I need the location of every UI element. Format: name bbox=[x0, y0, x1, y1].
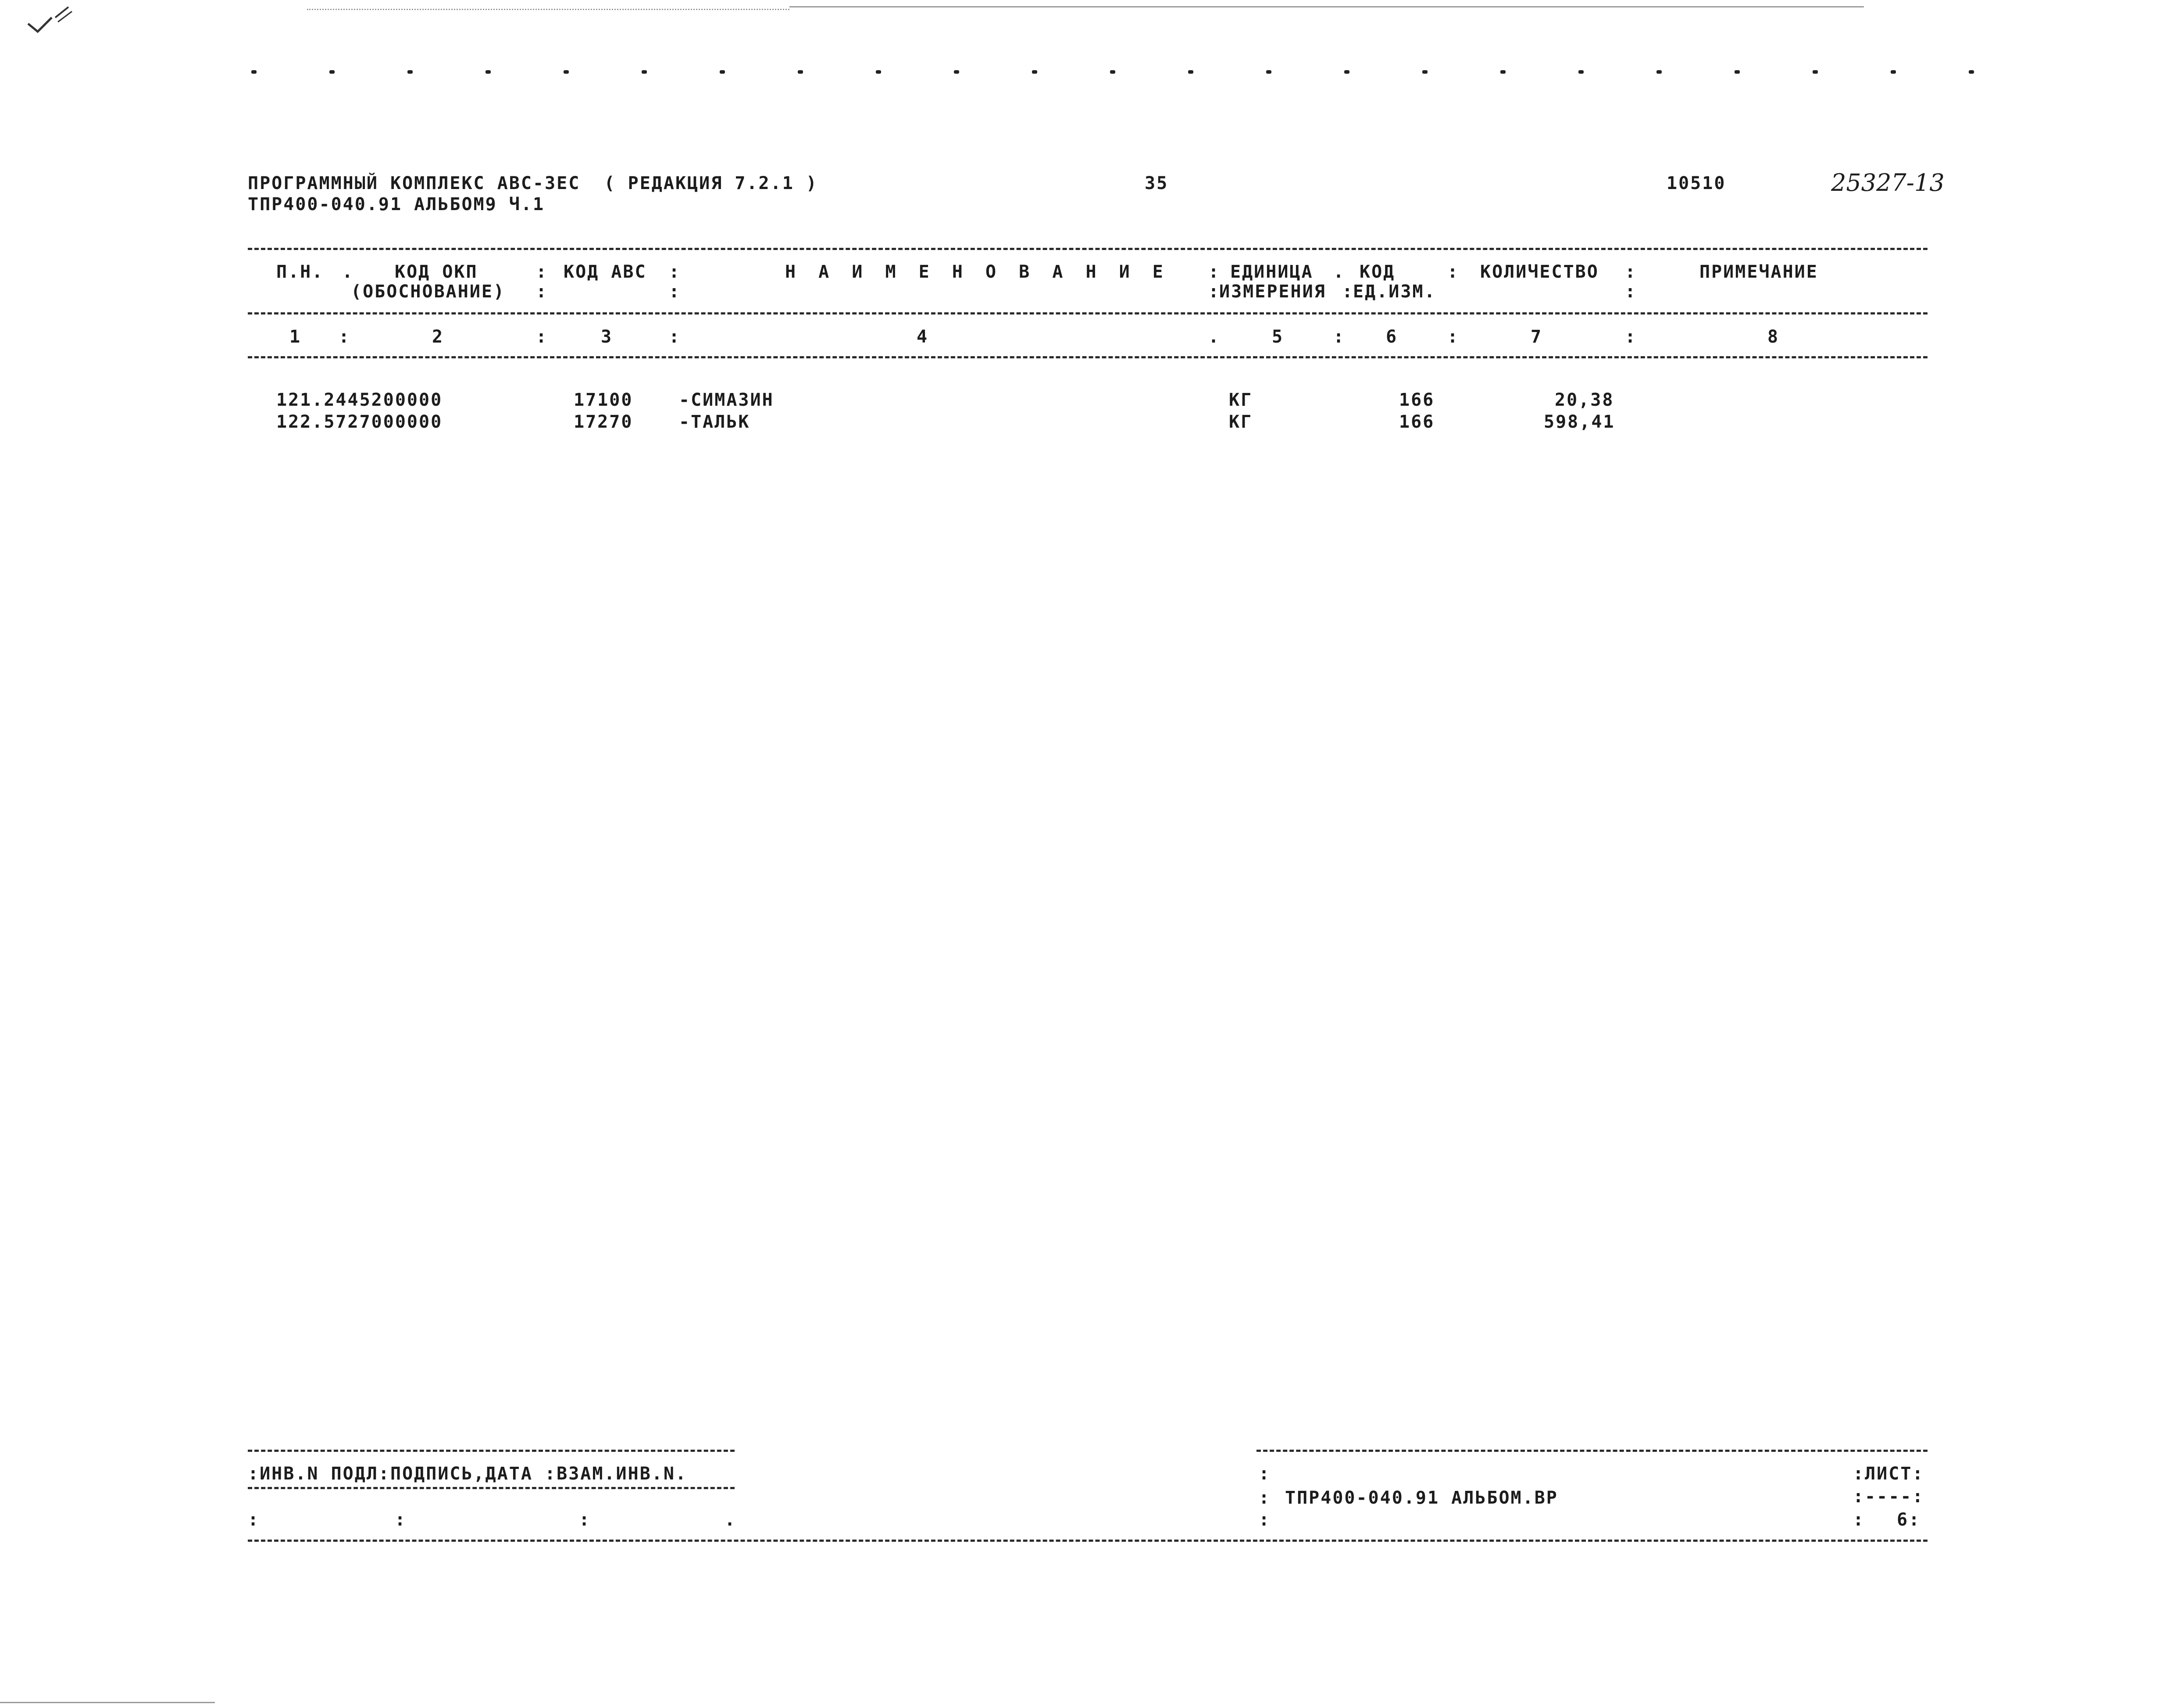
perforation-dot bbox=[1500, 70, 1506, 74]
col-index-1: 1 bbox=[289, 327, 302, 347]
col-sep-6b: : bbox=[1625, 282, 1637, 302]
col-index-sep: : bbox=[1447, 327, 1460, 347]
row-abc-code: 17100 bbox=[574, 390, 633, 410]
row-name: -СИМАЗИН bbox=[679, 390, 774, 410]
perforation-dot bbox=[564, 70, 569, 74]
perforation-dot bbox=[642, 70, 647, 74]
perforation-dot bbox=[954, 70, 959, 74]
col-sep-4b: : bbox=[1342, 282, 1354, 302]
footer-sep-r1: : bbox=[1259, 1464, 1271, 1484]
footer-sheet-number: 6: bbox=[1897, 1510, 1921, 1530]
col-index-4: 4 bbox=[917, 327, 929, 347]
perforation-dot bbox=[485, 70, 491, 74]
row-name: -ТАЛЬК bbox=[679, 412, 750, 432]
col-index-2: 2 bbox=[432, 327, 444, 347]
col-index-8: 8 bbox=[1767, 327, 1780, 347]
col-sep-3: : bbox=[1208, 262, 1221, 282]
col-index-sep: : bbox=[1333, 327, 1346, 347]
col-header-unit-code-sub: ЕД.ИЗМ. bbox=[1353, 282, 1436, 302]
perforation-dot bbox=[1656, 70, 1662, 74]
footer-signature-header: :ИНВ.N ПОДЛ:ПОДПИСЬ,ДАТА :ВЗАМ.ИНВ.N. bbox=[248, 1464, 688, 1484]
col-header-abc: КОД АВС bbox=[564, 262, 647, 282]
footer-rule-right-top bbox=[1256, 1450, 1928, 1452]
perforation-dot bbox=[1735, 70, 1740, 74]
col-sep-4: . bbox=[1333, 262, 1346, 282]
perforation-dot bbox=[1344, 70, 1349, 74]
row-pn-okp: 121.2445200000 bbox=[276, 390, 443, 410]
col-header-okp: КОД ОКП bbox=[395, 262, 478, 282]
footer-rule-bottom bbox=[248, 1540, 1928, 1542]
col-index-sep: : bbox=[1625, 327, 1637, 347]
row-unit-code: 166 bbox=[1399, 390, 1435, 410]
col-sep-1b: : bbox=[536, 282, 548, 302]
footer-sep-2: : bbox=[395, 1510, 407, 1530]
col-index-6: 6 bbox=[1386, 327, 1398, 347]
footer-sheet-divider: :----: bbox=[1853, 1486, 1924, 1507]
footer-drawing-title: ТПР400-040.91 АЛЬБОМ.ВР bbox=[1285, 1488, 1558, 1508]
handwritten-archive-number: 25327-13 bbox=[1831, 169, 1945, 197]
row-unit-code: 166 bbox=[1399, 412, 1435, 432]
perforation-dot bbox=[720, 70, 725, 74]
col-header-note: ПРИМЕЧАНИЕ bbox=[1699, 262, 1818, 282]
col-header-okp-sub: (ОБОСНОВАНИЕ) bbox=[351, 282, 506, 302]
col-sep-6: : bbox=[1625, 262, 1637, 282]
footer-sep-4: . bbox=[725, 1510, 737, 1530]
footer-sep-r2: : bbox=[1259, 1488, 1271, 1508]
top-scan-line bbox=[789, 6, 1864, 7]
perforation-dot bbox=[1422, 70, 1428, 74]
col-index-sep: : bbox=[536, 327, 548, 347]
col-header-unit: ЕДИНИЦА bbox=[1230, 262, 1314, 282]
footer-sep-1: : bbox=[248, 1510, 260, 1530]
project-title: ТПР400-040.91 АЛЬБОМ9 Ч.1 bbox=[248, 194, 545, 214]
footer-sheet-sep: : bbox=[1853, 1510, 1865, 1530]
perforation-dot bbox=[876, 70, 881, 74]
col-header-unit-code: КОД bbox=[1360, 262, 1396, 282]
footer-sep-r3: : bbox=[1259, 1510, 1271, 1530]
col-header-pn: П.Н. bbox=[276, 262, 324, 282]
col-sep-2: : bbox=[669, 262, 681, 282]
perforation-dot bbox=[407, 70, 413, 74]
footer-rule-left-mid bbox=[248, 1487, 735, 1489]
col-index-sep: . bbox=[1208, 327, 1221, 347]
check-mark-icon bbox=[26, 4, 75, 35]
col-header-name: Н А И М Е Н О В А Н И Е bbox=[785, 262, 1169, 282]
col-index-sep: : bbox=[339, 327, 351, 347]
document-code: 10510 bbox=[1667, 173, 1726, 193]
col-sep-2b: : bbox=[669, 282, 681, 302]
col-sep-1: : bbox=[536, 262, 548, 282]
table-rule-index bbox=[248, 356, 1928, 358]
perforation-dot bbox=[1578, 70, 1584, 74]
col-index-5: 5 bbox=[1272, 327, 1284, 347]
footer-sep-3: : bbox=[579, 1510, 591, 1530]
perforation-dot bbox=[1032, 70, 1037, 74]
perforation-dot bbox=[329, 70, 335, 74]
col-header-sep: . bbox=[342, 262, 354, 282]
col-index-3: 3 bbox=[601, 327, 613, 347]
col-header-unit-sub: ИЗМЕРЕНИЯ bbox=[1219, 282, 1326, 302]
col-index-7: 7 bbox=[1531, 327, 1543, 347]
col-sep-3b: : bbox=[1208, 282, 1221, 302]
col-header-qty: КОЛИЧЕСТВО bbox=[1480, 262, 1599, 282]
col-sep-5: : bbox=[1447, 262, 1460, 282]
perforation-dot bbox=[1110, 70, 1115, 74]
perforation-dot bbox=[1891, 70, 1896, 74]
perforation-dot bbox=[1813, 70, 1818, 74]
perforation-dot bbox=[1266, 70, 1271, 74]
footer-rule-left-top bbox=[248, 1450, 735, 1452]
top-scan-line-2 bbox=[307, 9, 789, 10]
corner-check-mark bbox=[26, 4, 75, 37]
row-unit: КГ bbox=[1229, 412, 1253, 432]
row-pn-okp: 122.5727000000 bbox=[276, 412, 443, 432]
row-abc-code: 17270 bbox=[574, 412, 633, 432]
footer-sheet-label: :ЛИСТ: bbox=[1853, 1464, 1924, 1484]
table-rule-top bbox=[248, 248, 1928, 250]
program-title: ПРОГРАММНЫЙ КОМПЛЕКС АВС-ЗЕС ( РЕДАКЦИЯ 7.2.1 ) bbox=[248, 173, 818, 193]
col-index-sep: : bbox=[669, 327, 681, 347]
row-unit: КГ bbox=[1229, 390, 1253, 410]
perforation-dot bbox=[798, 70, 803, 74]
row-quantity: 20,38 bbox=[1555, 390, 1614, 410]
row-quantity: 598,41 bbox=[1544, 412, 1615, 432]
perforation-dot bbox=[1188, 70, 1193, 74]
table-rule-header bbox=[248, 312, 1928, 314]
perforation-dot bbox=[251, 70, 257, 74]
bottom-scan-line bbox=[0, 1702, 215, 1703]
perforation-dot bbox=[1969, 70, 1974, 74]
page-number: 35 bbox=[1145, 173, 1169, 193]
